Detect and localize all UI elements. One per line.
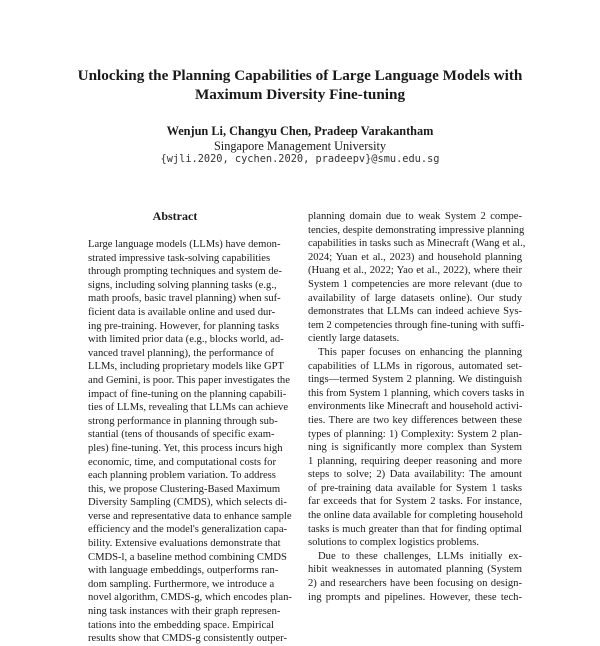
text-line: hibit weaknesses in automated planning (System xyxy=(308,564,522,576)
text-line: with language embeddings, outperforms ran- xyxy=(88,565,279,577)
text-line: through prompting techniques and system de- xyxy=(88,266,282,278)
text-line: results show that CMDS-g consistently outper- xyxy=(88,633,287,645)
text-line: ning is significantly more complex than System xyxy=(308,442,522,454)
text-line: tem 2 competencies through fine-tuning with suffi- xyxy=(308,319,525,331)
text-line: vanced travel planning), the performance of xyxy=(88,347,274,359)
text-line: environments like Minecraft and household activi- xyxy=(308,401,523,413)
text-line: Due to these challenges, LLMs initially ex- xyxy=(318,550,522,562)
text-line: ing prompts and pipelines. However, these tech- xyxy=(308,591,522,603)
text-line: math proofs, basic travel planning) when suf- xyxy=(88,293,281,305)
text-line: efficiency and the model's generalization capa- xyxy=(88,524,288,536)
text-line: ples) fine-tuning. Yet, this process incurs high xyxy=(88,442,283,454)
text-line: this from System 1 planning, which covers tasks in xyxy=(308,387,525,399)
text-line: ties. There are two key differences between these xyxy=(308,414,522,426)
text-line: types of planning: 1) Complexity: System 2 plan- xyxy=(308,428,522,440)
text-line: signs, including solving planning tasks (e.g., xyxy=(88,279,277,291)
text-line: steps to solve; 2) Data availability: The amount xyxy=(308,469,522,481)
text-line: solutions to complex logistics problems. xyxy=(308,537,479,549)
title-line: Unlocking the Planning Capabilities of Large Language Models with xyxy=(77,67,523,84)
text-line: ties of LLMs, revealing that LLMs can achieve xyxy=(88,402,289,414)
text-line: 1 planning, requiring deeper reasoning and more xyxy=(308,455,522,467)
paper-title xyxy=(0,66,600,104)
text-line: stantial (tens of thousands of specific exam- xyxy=(88,429,275,441)
text-line: of pre-training data available for System 1 tasks xyxy=(308,482,522,494)
text-line: This paper focuses on enhancing the planning xyxy=(318,346,522,358)
text-line: LLMs, including proprietary models like GPT xyxy=(88,361,284,373)
text-line: verse and representative data to enhance sample xyxy=(88,510,292,522)
text-line: demonstrates that LLMs can indeed achieve Sys- xyxy=(308,306,522,318)
text-line: strong performance in planning through sub- xyxy=(88,415,278,427)
text-line: System 1 competencies are more relevant (due to xyxy=(308,278,522,290)
text-line: the online data available for completing household xyxy=(308,510,523,522)
text-line: tations into the embedding space. Empirical xyxy=(88,619,274,631)
text-line: ficient data is available online and used dur- xyxy=(88,306,276,318)
text-line: CMDS-l, a baseline method combining CMDS xyxy=(88,551,287,563)
text-line: economic, time, and computational costs for xyxy=(88,456,276,468)
authors: Wenjun Li, Changyu Chen, Pradeep Varakantham xyxy=(166,124,434,138)
text-line: tings—termed System 2 planning. We distinguish xyxy=(308,374,522,386)
text-line: (Huang et al., 2022; Yao et al., 2022), where their xyxy=(308,265,522,277)
text-line: far exceeds that for System 2 tasks. For instance, xyxy=(308,496,522,508)
text-line: tasks is much greater than that for finding optimal xyxy=(308,523,522,535)
text-line: capabilities in tasks such as Minecraft (Wang et al., xyxy=(308,238,526,250)
text-line: ning task instances with their graph represen- xyxy=(88,606,281,618)
text-line: novel algorithm, CMDS-g, which encodes plan- xyxy=(88,592,292,604)
text-line: Diversity Sampling (CMDS), which selects di- xyxy=(88,497,287,509)
text-line: availability of large datasets online). Our study xyxy=(308,292,522,304)
abstract-body xyxy=(88,238,292,646)
text-line: strated impressive task-solving capabilities xyxy=(88,252,271,264)
text-line: 2024; Yuan et al., 2023) and household planning xyxy=(308,251,522,263)
text-line: ciently large datasets. xyxy=(308,333,400,345)
affiliation: Singapore Management University xyxy=(213,139,387,153)
text-line: ing pre-training. However, for planning tasks xyxy=(88,320,280,332)
abstract-heading: Abstract xyxy=(152,209,198,223)
text-line: 2) and researchers have been focusing on design- xyxy=(308,578,522,590)
author-emails: {wjli.2020, cychen.2020, pradeepv}@smu.edu.sg xyxy=(160,153,440,165)
text-line: Large language models (LLMs) have demon- xyxy=(88,239,281,250)
title-line: Maximum Diversity Fine-tuning xyxy=(194,86,406,103)
text-line: capabilities of LLMs in rigorous, automated set- xyxy=(308,360,522,372)
text-line: with limited prior data (e.g., blocks world, ad- xyxy=(88,334,284,346)
text-line: each planning problem variation. To address xyxy=(88,470,276,482)
introduction-body xyxy=(308,210,526,604)
text-line: this, we propose Clustering-Based Maximum xyxy=(88,483,281,495)
text-line: bility. Extensive evaluations demonstrate that xyxy=(88,538,281,550)
text-line: and Gemini, is poor. This paper investigates the xyxy=(88,374,290,386)
text-line: dom sampling. Furthermore, we introduce a xyxy=(88,578,275,590)
text-line: tencies, despite demonstrating impressive planning xyxy=(308,224,525,236)
text-line: impact of fine-tuning on the planning capabili- xyxy=(88,388,287,400)
text-line: planning domain due to weak System 2 compe- xyxy=(308,211,522,222)
